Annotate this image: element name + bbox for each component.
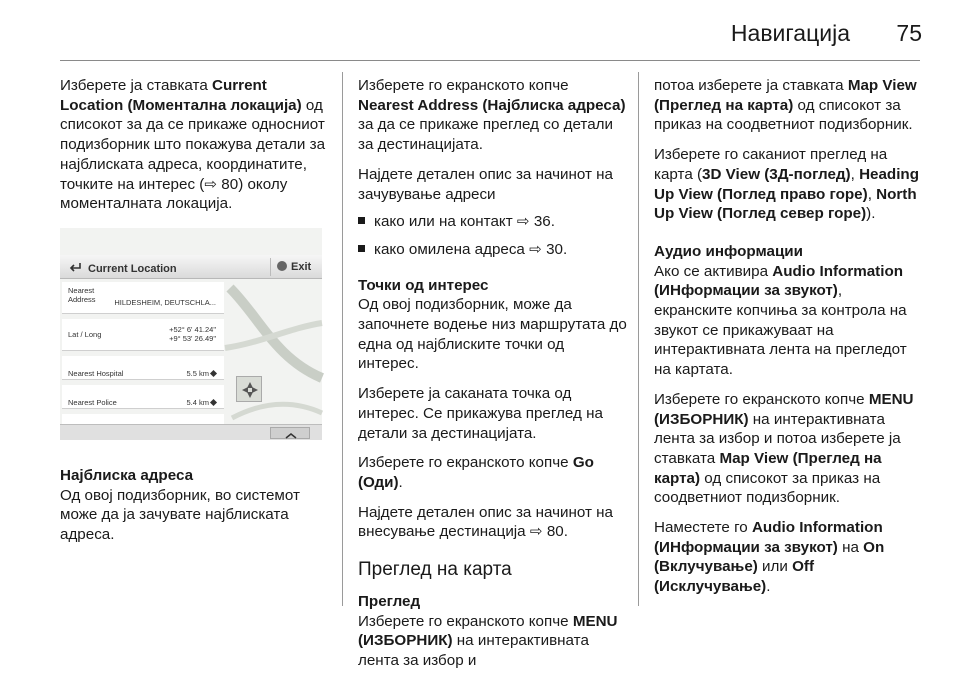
crosshair-icon xyxy=(237,377,263,403)
position-marker-button[interactable] xyxy=(236,376,262,402)
interaction-selector-bar xyxy=(60,424,322,440)
list-item[interactable]: Nearest Address HILDESHEIM, DEUTSCHLA... xyxy=(62,282,224,314)
paragraph: Изберете го екранското копче Go (Оди). xyxy=(358,454,594,491)
bullet-icon xyxy=(358,217,365,224)
ref-arrow-icon: ⇨ xyxy=(529,240,542,258)
header-rule xyxy=(60,60,920,61)
section-heading: Најблиска адреса xyxy=(60,466,194,484)
paragraph: Изберете го екранското копче MENU (ИЗБОРНИК) на интерактивната лента за избор и потоа изберете ја ставката Map View (Преглед на карта) од списокот за приказ на соодветниот подизборник. xyxy=(654,390,914,507)
ref-arrow-icon: ⇨ xyxy=(204,175,218,193)
paragraph: Ако се активира Audio Information (ИНформации за звукот), екранските копчиња за контрола на звукот се прикажуваат на интерактивната лента на прегледот на картата. xyxy=(654,262,907,379)
screen-title-bar xyxy=(60,255,322,279)
screen-title: Current Location xyxy=(88,262,177,275)
current-location-screenshot xyxy=(60,228,322,440)
paragraph: Од овој подизборник, може да започнете водење низ маршрутата до една од најблиските точки од интерес. xyxy=(358,296,627,373)
paragraph: Изберете го екранското копче MENU (ИЗБОРНИК) на интерактивната лента за избор и xyxy=(358,612,618,670)
exit-button[interactable]: Exit xyxy=(270,258,318,276)
chevron-up-icon xyxy=(271,430,311,442)
paragraph: Изберете го екранското копче Nearest Address (Најблиска адреса) за да се прикаже преглед со детали за дестинацијата. xyxy=(358,77,626,154)
bullet-icon xyxy=(358,245,365,252)
paragraph: Најдете детален опис за начинот на внесување дестинација ⇨ 80. xyxy=(358,503,613,541)
paragraph: Изберете го саканиот преглед на карта (3D View (3Д-поглед), Heading Up View (Поглед право горе), North Up View (Поглед север горе)). xyxy=(654,146,919,223)
navigate-icon xyxy=(210,370,217,377)
list-item: како омилена адреса ⇨ 30. xyxy=(358,240,628,260)
paragraph: Изберете ја саканата точка од интерес. Се прикажува преглед на детали за дестинацијата. xyxy=(358,385,603,442)
paragraph: Најдете детален опис за начинот на зачувување адреси xyxy=(358,165,613,203)
column-1 xyxy=(60,76,328,555)
navigate-icon xyxy=(210,399,217,406)
paragraph: Изберете ја ставката Current Location (Моментална локација) од списокот за да се прикаже односниот подизборник што покажува детали за најблиската адреса, координатите, точките на интерес (⇨ 80) околу моменталната локација. xyxy=(60,77,326,213)
paragraph: Од овој подизборник, во системот може да ја зачувате најблиската адреса. xyxy=(60,486,300,544)
list-item[interactable]: Nearest Police 5.4 km xyxy=(62,385,224,409)
paragraph: Наместете го Audio Information (ИНформации за звукот) на On (Вклучување) или Off (Исклучување). xyxy=(654,519,885,596)
column-2 xyxy=(358,76,628,681)
column-3 xyxy=(654,76,924,607)
list-item[interactable]: Lat / Long +52° 6' 41.24" +9° 53' 26.49" xyxy=(62,319,224,351)
subsection-heading: Преглед xyxy=(358,593,421,611)
section-heading: Преглед на карта xyxy=(358,559,512,581)
page-number: 75 xyxy=(896,20,922,46)
header-title: Навигација xyxy=(730,20,850,46)
back-arrow-icon[interactable] xyxy=(68,261,82,273)
list-item[interactable]: Nearest Hospital 5.5 km xyxy=(62,356,224,380)
column-divider xyxy=(342,72,343,606)
section-heading: Аудио информации xyxy=(654,242,803,260)
exit-icon xyxy=(277,261,287,271)
expand-tab-button[interactable] xyxy=(270,427,310,439)
list-item: како или на контакт ⇨ 36. xyxy=(358,212,628,232)
paragraph: потоа изберете ја ставката Map View (Преглед на карта) од списокот за приказ на соодветниот подизборник. xyxy=(654,77,917,134)
location-list xyxy=(62,282,224,439)
section-heading: Точки од интерес xyxy=(358,276,489,294)
ref-arrow-icon: ⇨ xyxy=(516,213,530,231)
ref-arrow-icon: ⇨ xyxy=(529,523,543,541)
column-divider xyxy=(638,72,639,606)
